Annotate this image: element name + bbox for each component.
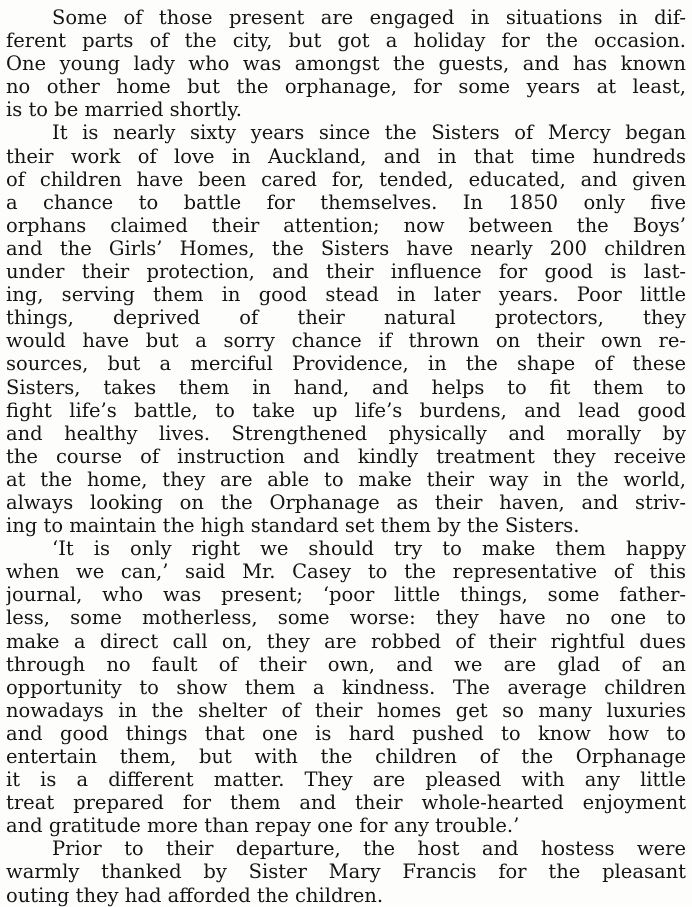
text-line: through no fault of their own, and we are glad of an <box>6 652 686 676</box>
text-line: is to be married shortly. <box>6 98 242 122</box>
text-line: at the home, they are able to make their way in the world, <box>6 467 686 491</box>
paragraph-2 <box>6 121 686 537</box>
paragraph-3 <box>6 537 686 837</box>
text-line: a chance to battle for themselves. In 1850 only five <box>6 190 686 214</box>
paragraph-4 <box>6 837 686 906</box>
text-line: fight life’s battle, to take up life’s burdens, and lead good <box>6 398 686 422</box>
text-line: opportunity to show them a kindness. The average children <box>6 675 686 699</box>
text-line: the course of instruction and kindly treatment they receive <box>6 444 686 468</box>
text-line: Prior to their departure, the host and hostess were <box>52 837 686 861</box>
text-line: would have but a sorry chance if thrown on their own re- <box>6 329 686 353</box>
text-line: warmly thanked by Sister Mary Francis for the pleasant <box>6 860 686 884</box>
text-line: less, some motherless, some worse: they have no one to <box>6 606 686 630</box>
text-line: it is a different matter. They are pleased with any little <box>6 768 686 792</box>
text-line: things, deprived of their natural protectors, they <box>6 306 686 330</box>
text-line: no other home but the orphanage, for some years at least, <box>6 75 686 99</box>
article-column <box>6 6 686 907</box>
paragraph-1 <box>6 6 686 121</box>
text-line: make a direct call on, they are robbed of their rightful dues <box>6 629 686 653</box>
text-line: and gratitude more than repay one for any trouble.’ <box>6 814 520 838</box>
text-line: One young lady who was amongst the guests, and has known <box>6 52 686 76</box>
text-line: ‘It is only right we should try to make them happy <box>52 537 686 561</box>
text-line: of children have been cared for, tended, educated, and given <box>6 167 686 191</box>
text-line: ing to maintain the high standard set them by the Sisters. <box>6 514 580 538</box>
text-line: always looking on the Orphanage as their haven, and striv- <box>6 490 686 514</box>
text-line: when we can,’ said Mr. Casey to the representative of this <box>6 560 686 584</box>
text-line: outing they had afforded the children. <box>6 883 384 907</box>
text-line: ing, serving them in good stead in later years. Poor little <box>6 283 686 307</box>
text-line: entertain them, but with the children of the Orphanage <box>6 745 686 768</box>
text-line: and the Girls’ Homes, the Sisters have nearly 200 children <box>6 236 686 260</box>
text-line: ferent parts of the city, but got a holiday for the occasion. <box>6 29 686 53</box>
text-line: under their protection, and their influence for good is last- <box>6 260 686 284</box>
text-line: It is nearly sixty years since the Sisters of Mercy began <box>52 121 686 145</box>
text-line: nowadays in the shelter of their homes get so many luxuries <box>6 698 686 722</box>
text-line: Some of those present are engaged in situations in dif- <box>52 6 686 29</box>
text-line: and healthy lives. Strengthened physically and morally by <box>6 421 686 445</box>
text-line: and good things that one is hard pushed to know how to <box>6 721 686 745</box>
text-line: their work of love in Auckland, and in that time hundreds <box>6 144 686 168</box>
text-line: sources, but a merciful Providence, in the shape of these <box>6 352 686 376</box>
text-line: Sisters, takes them in hand, and helps to fit them to <box>6 375 686 399</box>
text-line: treat prepared for them and their whole-hearted enjoyment <box>6 791 686 815</box>
text-line: orphans claimed their attention; now between the Boys’ <box>6 213 686 237</box>
text-line: journal, who was present; ‘poor little things, some father- <box>6 583 686 607</box>
